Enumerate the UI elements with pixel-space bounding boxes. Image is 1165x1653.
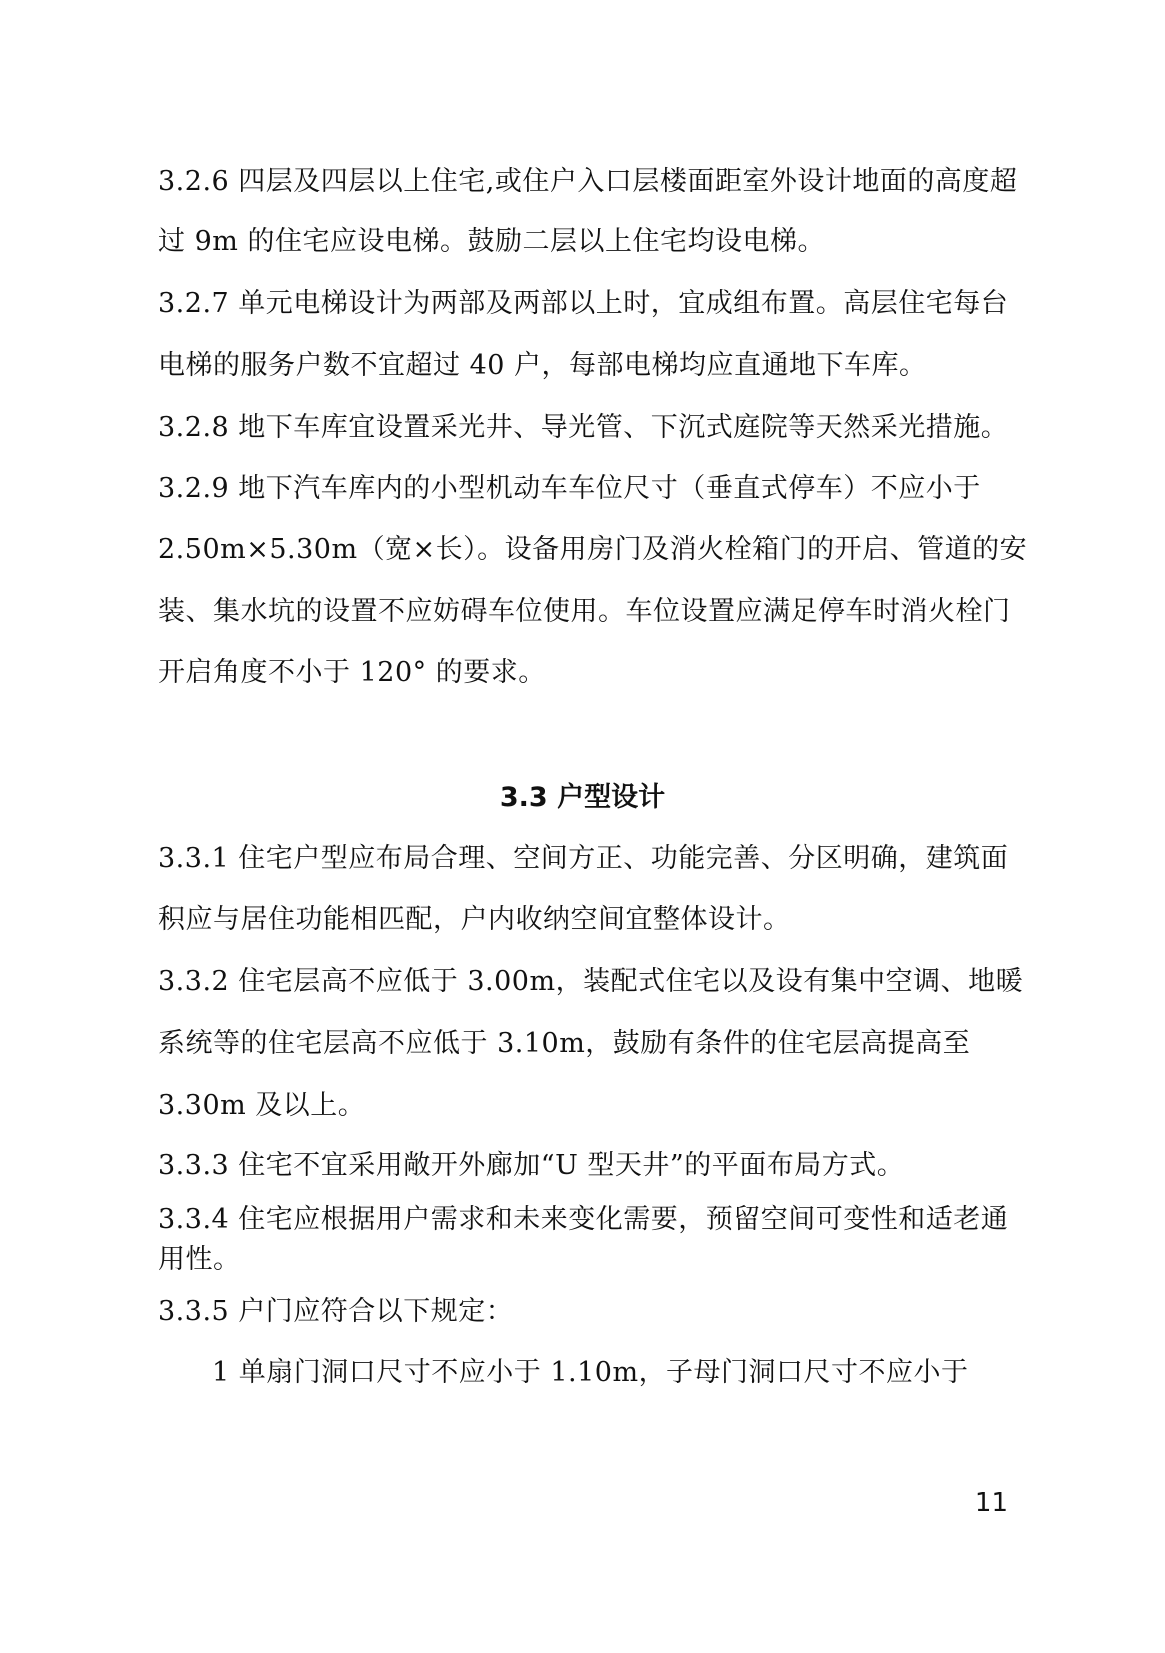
paragraph-3-3-1-line-2: 积应与居住功能相匹配，户内收纳空间宜整体设计。 [158, 904, 791, 935]
paragraph-3-3-1-line-1: 3.3.1 住宅户型应布局合理、空间方正、功能完善、分区明确，建筑面 [158, 843, 1009, 874]
paragraph-3-3-2-line-1: 3.3.2 住宅层高不应低于 3.00m，装配式住宅以及设有集中空调、地暖 [158, 966, 1024, 997]
paragraph-3-2-9-line-3: 装、集水坑的设置不应妨碍车位使用。车位设置应满足停车时消火栓门 [158, 596, 1011, 627]
paragraph-3-3-4-line-1: 3.3.4 住宅应根据用户需求和未来变化需要，预留空间可变性和适老通 [158, 1204, 1009, 1235]
paragraph-3-2-9-line-4: 开启角度不小于 120° 的要求。 [158, 657, 546, 688]
paragraph-3-2-9-line-2: 2.50m×5.30m（宽×长）。设备用房门及消火栓箱门的开启、管道的安 [158, 534, 1028, 565]
paragraph-3-2-7-line-2: 电梯的服务户数不宜超过 40 户，每部电梯均应直通地下车库。 [158, 350, 927, 381]
paragraph-3-3-4-line-2: 用性。 [158, 1244, 241, 1275]
paragraph-3-2-8: 3.2.8 地下车库宜设置采光井、导光管、下沉式庭院等天然采光措施。 [158, 412, 1009, 443]
paragraph-3-2-6-line-2: 过 9m 的住宅应设电梯。鼓励二层以上住宅均设电梯。 [158, 226, 825, 257]
paragraph-3-2-6-line-1: 3.2.6 四层及四层以上住宅,或住户入口层楼面距室外设计地面的高度超 [158, 166, 1018, 197]
paragraph-3-3-2-line-2: 系统等的住宅层高不应低于 3.10m，鼓励有条件的住宅层高提高至 [158, 1028, 971, 1059]
paragraph-3-3-5: 3.3.5 户门应符合以下规定： [158, 1296, 514, 1327]
paragraph-3-2-9-line-1: 3.2.9 地下汽车库内的小型机动车车位尺寸（垂直式停车）不应小于 [158, 473, 981, 504]
section-heading: 3.3 户型设计 [499, 782, 666, 813]
paragraph-3-3-2-line-3: 3.30m 及以上。 [158, 1090, 366, 1121]
paragraph-3-2-7-line-1: 3.2.7 单元电梯设计为两部及两部以上时，宜成组布置。高层住宅每台 [158, 288, 1009, 319]
paragraph-3-3-3: 3.3.3 住宅不宜采用敞开外廊加“U 型天井”的平面布局方式。 [158, 1150, 905, 1181]
page-number: 11 [974, 1488, 1008, 1518]
list-item-1: 1 单扇门洞口尺寸不应小于 1.10m，子母门洞口尺寸不应小于 [212, 1357, 969, 1388]
